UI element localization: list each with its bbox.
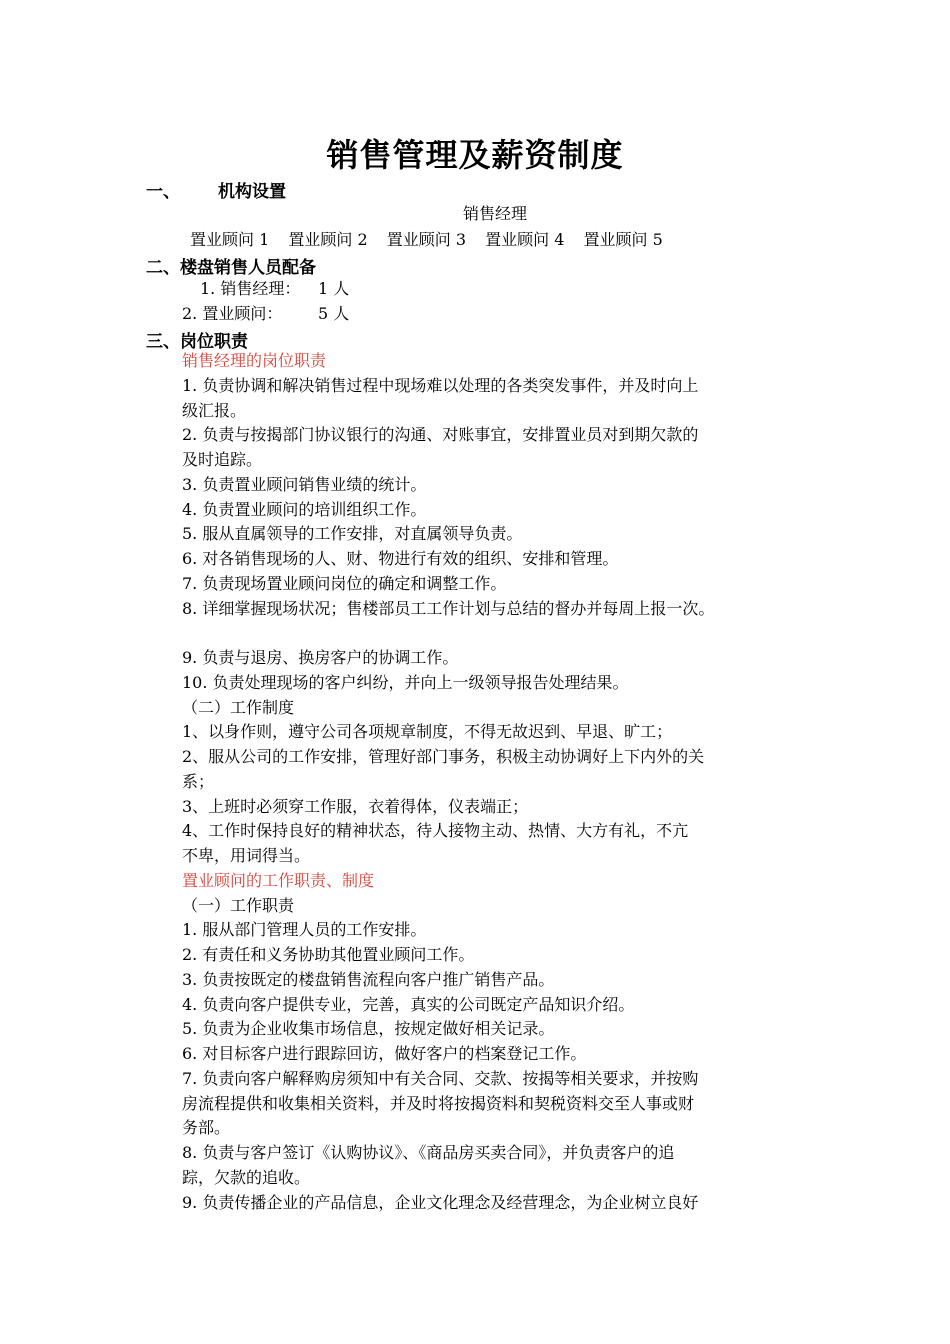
body-line: 系； — [182, 771, 215, 791]
body-line: 4. 负责置业顾问的培训组织工作。 — [182, 499, 427, 519]
section-heading-3: 三、岗位职责 — [146, 332, 248, 352]
section-number: 一、 — [146, 182, 180, 202]
body-line: 3. 负责置业顾问销售业绩的统计。 — [182, 474, 427, 494]
section-label: 机构设置 — [218, 182, 286, 202]
body-line: 7. 负责向客户解释购房须知中有关合同、交款、按揭等相关要求，并按购 — [182, 1068, 699, 1088]
section-heading-1 — [146, 177, 286, 202]
section-heading-2: 二、楼盘销售人员配备 — [146, 258, 316, 278]
body-line: 6. 对各销售现场的人、财、物进行有效的组织、安排和管理。 — [182, 549, 619, 568]
body-line: （二）工作制度 — [182, 697, 295, 717]
org-advisor: 置业顾问 2 — [288, 230, 368, 249]
org-advisor: 置业顾问 1 — [190, 230, 270, 249]
body-line: 5. 负责为企业收集市场信息，按规定做好相关记录。 — [182, 1019, 555, 1039]
body-line: 2、服从公司的工作安排，管理好部门事务，积极主动协调好上下内外的关 — [182, 747, 705, 766]
body-line: 及时追踪。 — [182, 450, 263, 469]
body-line: 9. 负责传播企业的产品信息，企业文化理念及经营理念，为企业树立良好 — [182, 1192, 699, 1212]
body-line: 4、工作时保持良好的精神状态，待人接物主动、热情、大方有礼，不亢 — [182, 821, 689, 841]
body-line: 1. 服从部门管理人员的工作安排。 — [182, 920, 427, 940]
body-line: 6. 对目标客户进行跟踪回访，做好客户的档案登记工作。 — [182, 1044, 587, 1063]
body-line: 5. 服从直属领导的工作安排，对直属领导负责。 — [182, 524, 523, 544]
org-advisor: 置业顾问 4 — [485, 230, 565, 249]
staffing-count: 5 人 — [318, 304, 350, 323]
body-line: 10. 负责处理现场的客户纠纷，并向上一级领导报告处理结果。 — [182, 672, 629, 692]
body-line: 踪，欠款的追收。 — [182, 1167, 311, 1187]
body-line: 8. 负责与客户签订《认购协议》、《商品房买卖合同》，并负责客户的追 — [182, 1143, 675, 1162]
page-title: 销售管理及薪资制度 — [326, 136, 624, 174]
body-line: 3. 负责按既定的楼盘销售流程向客户推广销售产品。 — [182, 969, 555, 989]
body-line: 3、上班时必须穿工作服，衣着得体，仪表端正； — [182, 796, 529, 816]
org-advisors — [190, 227, 677, 250]
body-line: 不卑，用词得当。 — [182, 846, 311, 865]
body-line: 8. 详细掌握现场状况；售楼部员工工作计划与总结的督办并每周上报一次。 — [182, 598, 715, 618]
body-line: 务部。 — [182, 1118, 231, 1138]
subsection-heading: 置业顾问的工作职责、制度 — [182, 870, 375, 890]
org-advisor: 置业顾问 5 — [583, 230, 663, 249]
body-line: 级汇报。 — [182, 400, 247, 420]
staffing-count: 1 人 — [318, 279, 350, 298]
body-line: 1. 负责协调和解决销售过程中现场难以处理的各类突发事件，并及时向上 — [182, 375, 699, 395]
subsection-heading: 销售经理的岗位职责 — [182, 351, 327, 370]
body-line: 1、以身作则，遵守公司各项规章制度，不得无故迟到、早退、旷工； — [182, 722, 673, 742]
org-advisor: 置业顾问 3 — [386, 230, 467, 249]
org-manager: 销售经理 — [462, 204, 527, 223]
body-line: 7. 负责现场置业顾问岗位的确定和调整工作。 — [182, 573, 507, 593]
body-line: 2. 负责与按揭部门协议银行的沟通、对账事宜，安排置业员对到期欠款的 — [182, 425, 699, 445]
body-line: 4. 负责向客户提供专业，完善，真实的公司既定产品知识介绍。 — [182, 994, 635, 1014]
body-line: 2. 有责任和义务协助其他置业顾问工作。 — [182, 945, 475, 964]
staffing-item: 1. 销售经理： — [200, 279, 301, 298]
body-line: 9. 负责与退房、换房客户的协调工作。 — [182, 648, 459, 667]
body-line: 房流程提供和收集相关资料，并及时将按揭资料和契税资料交至人事或财 — [182, 1093, 695, 1113]
body-line: （一）工作职责 — [182, 895, 295, 915]
staffing-item: 2. 置业顾问： — [182, 304, 283, 323]
